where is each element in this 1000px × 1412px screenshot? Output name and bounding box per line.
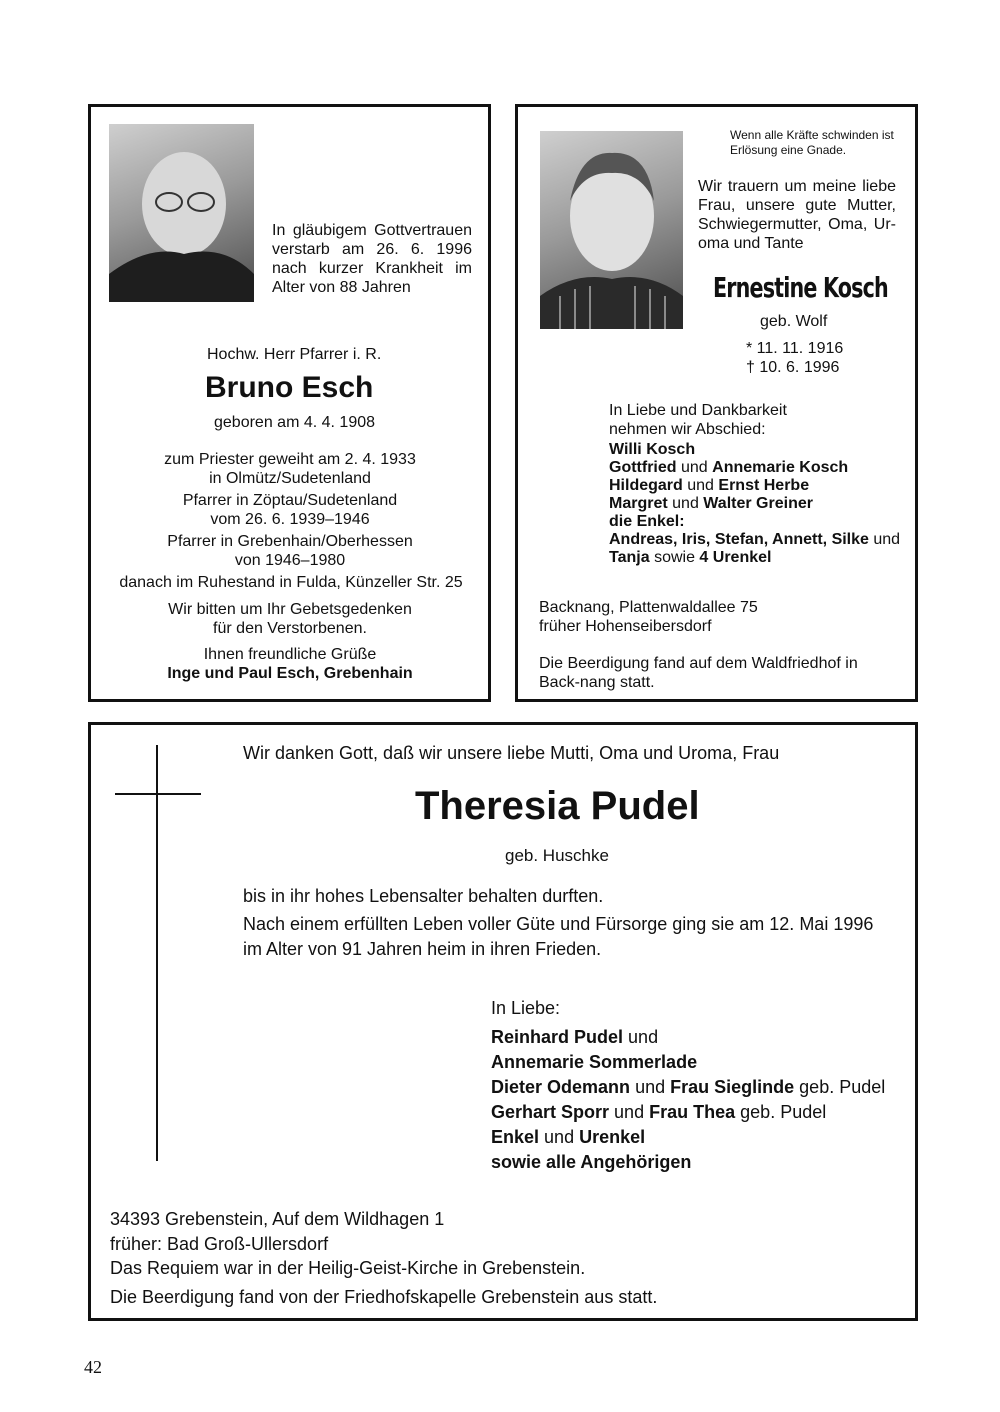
cross-horizontal-bar — [115, 793, 201, 795]
portrait-photo-ernestine-kosch — [540, 131, 683, 329]
mourner-line — [491, 1150, 891, 1175]
kosch-mourners-list — [609, 441, 909, 567]
esch-retired: danach im Ruhestand in Fulda, Künzeller Str. 25 — [119, 574, 463, 591]
pudel-address-1: 34393 Grebenstein, Auf dem Wildhagen 1 — [110, 1209, 445, 1229]
mourner-name: Walter Greiner — [703, 495, 813, 512]
pudel-age-line: bis in ihr hohes Lebensalter behalten durften. — [243, 886, 604, 906]
esch-prayer-2: für den Verstorbenen. — [213, 620, 367, 637]
esch-parish-2 — [100, 532, 480, 570]
kosch-address-1: Backnang, Plattenwaldallee 75 — [539, 599, 758, 616]
kosch-birth-date: * 11. 11. 1916 — [746, 340, 844, 357]
mourner-name: Frau Thea — [649, 1102, 736, 1122]
mourner-name: Frau Sieglinde — [670, 1077, 795, 1097]
mourner-line — [609, 441, 909, 459]
kosch-farewell-1: In Liebe und Dankbarkeit — [609, 402, 787, 419]
esch-ordination-2: in Olmütz/Sudetenland — [209, 470, 371, 487]
mourner-name: Hildegard — [609, 477, 683, 494]
portrait-photo-bruno-esch — [109, 124, 254, 302]
esch-parish-2-a: Pfarrer in Grebenhain/Oberhessen — [167, 533, 413, 550]
conjunction: und — [614, 1102, 645, 1122]
esch-greeting: Ihnen freundliche Grüße — [203, 646, 377, 663]
pudel-requiem: Das Requiem war in der Heilig-Geist-Kirche in Grebenstein. — [110, 1258, 586, 1278]
esch-parish-1 — [100, 491, 480, 529]
esch-title-line: Hochw. Herr Pfarrer i. R. — [207, 346, 382, 363]
kosch-address-2: früher Hohenseibersdorf — [539, 618, 712, 635]
mourner-name: Enkel — [491, 1127, 540, 1147]
kosch-name: Ernestine Kosch — [713, 271, 888, 304]
page-number: 42 — [84, 1357, 102, 1377]
pudel-thanks: Wir danken Gott, daß wir unsere liebe Mutti, Oma und Uroma, Frau — [243, 743, 780, 763]
cross-vertical-bar — [156, 745, 158, 1161]
esch-parish-1-a: Pfarrer in Zöptau/Sudetenland — [182, 492, 398, 509]
mourner-line — [491, 1125, 891, 1150]
mourner-name: Gerhart Sporr — [491, 1102, 610, 1122]
mourner-line — [491, 1100, 891, 1125]
kosch-motto: Wenn alle Kräfte schwinden ist Erlösung eine Gnade. — [730, 128, 894, 157]
conjunction: und — [635, 1077, 666, 1097]
pudel-life: Nach einem erfüllten Leben voller Güte und Fürsorge ging sie am 12. Mai 1996 im Alter von 91 Jahren heim in ihren Frieden. — [243, 914, 874, 959]
pudel-name: Theresia Pudel — [415, 784, 700, 828]
mourner-line — [491, 1075, 891, 1100]
esch-parish-2-b: von 1946–1980 — [234, 552, 346, 569]
portrait-silhouette — [540, 131, 683, 329]
conjunction: und — [681, 459, 708, 476]
mourner-line — [609, 513, 909, 531]
maiden-name: geb. Pudel — [740, 1102, 827, 1122]
kosch-intro: Wir trauern um meine liebe Frau, unsere gute Mutter, Schwiegermutter, Oma, Ur-oma und Tante — [698, 178, 896, 252]
mourner-name: Margret — [609, 495, 668, 512]
mourner-name: Annemarie Sommerlade — [491, 1052, 698, 1072]
esch-parish-1-b: vom 26. 6. 1939–1946 — [210, 511, 370, 528]
esch-signers: Inge und Paul Esch, Grebenhain — [167, 665, 413, 682]
mourner-name: Willi Kosch — [609, 441, 696, 458]
mourner-name: Annemarie Kosch — [712, 459, 849, 476]
mourner-name: sowie alle Angehörigen — [491, 1152, 692, 1172]
kosch-farewell — [609, 401, 787, 439]
esch-ordination — [100, 450, 480, 488]
pudel-address-2: früher: Bad Groß-Ullersdorf — [110, 1234, 329, 1254]
mourner-name: Ernst Herbe — [718, 477, 810, 494]
esch-prayer — [100, 600, 480, 638]
conjunction: und — [628, 1027, 659, 1047]
mourner-name: Tanja — [609, 549, 650, 566]
mourner-line — [491, 1050, 891, 1075]
pudel-burial: Die Beerdigung fand von der Friedhofskapelle Grebenstein aus statt. — [110, 1287, 658, 1307]
mourner-name: Gottfried — [609, 459, 677, 476]
maiden-name: geb. Pudel — [799, 1077, 886, 1097]
mourner-line — [491, 1025, 891, 1050]
esch-ordination-1: zum Priester geweiht am 2. 4. 1933 — [164, 451, 416, 468]
mourner-name: die Enkel: — [609, 513, 685, 530]
mourner-name: Andreas, Iris, Stefan, Annett, Silke — [609, 531, 869, 548]
kosch-death-date: † 10. 6. 1996 — [746, 359, 840, 376]
mourner-line — [609, 495, 909, 513]
kosch-address — [539, 598, 758, 636]
conjunction: und — [544, 1127, 575, 1147]
pudel-mourners-list — [491, 1025, 891, 1175]
pudel-address — [110, 1207, 444, 1257]
mourner-line — [609, 477, 909, 495]
portrait-silhouette — [109, 124, 254, 302]
kosch-maiden-name: geb. Wolf — [760, 313, 828, 330]
conjunction: sowie — [654, 549, 695, 566]
pudel-maiden-name: geb. Huschke — [505, 846, 609, 865]
esch-name: Bruno Esch — [205, 371, 374, 404]
mourner-name: 4 Urenkel — [699, 549, 772, 566]
conjunction: und — [687, 477, 714, 494]
mourner-line — [609, 459, 909, 477]
esch-intro: In gläubigem Gottvertrauen verstarb am 26. 6. 1996 nach kurzer Krankheit im Alter von 88 Jahren — [272, 222, 472, 296]
esch-born: geboren am 4. 4. 1908 — [214, 414, 376, 431]
mourner-name: Reinhard Pudel — [491, 1027, 624, 1047]
mourner-line — [609, 549, 909, 567]
pudel-in-love: In Liebe: — [491, 998, 561, 1018]
mourner-line — [609, 531, 909, 549]
kosch-burial: Die Beerdigung fand auf dem Waldfriedhof in Back-nang statt. — [539, 655, 858, 691]
esch-prayer-1: Wir bitten um Ihr Gebetsgedenken — [168, 601, 412, 618]
conjunction: und — [873, 531, 901, 548]
mourner-name: Dieter Odemann — [491, 1077, 631, 1097]
mourner-name: Urenkel — [579, 1127, 646, 1147]
conjunction: und — [672, 495, 699, 512]
kosch-farewell-2: nehmen wir Abschied: — [609, 421, 766, 438]
